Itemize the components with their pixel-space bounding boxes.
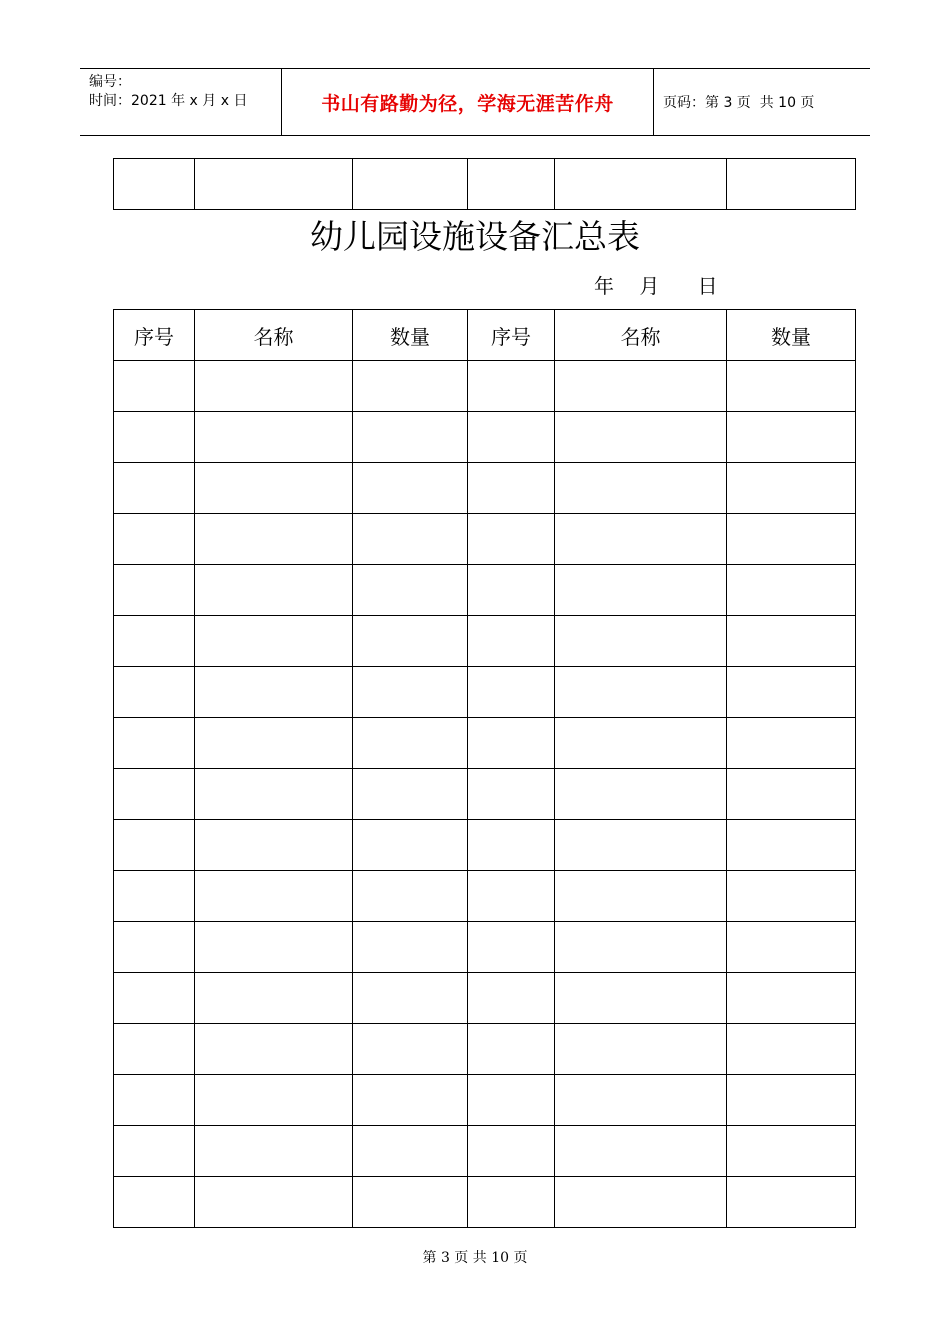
table-cell[interactable] (727, 463, 856, 514)
table-cell[interactable] (555, 871, 727, 922)
document-title: 幼儿园设施设备汇总表 (310, 217, 640, 256)
table-cell[interactable] (353, 973, 468, 1024)
table-cell[interactable] (195, 361, 353, 412)
table-cell[interactable] (468, 361, 555, 412)
table-cell[interactable] (195, 922, 353, 973)
table-cell[interactable] (727, 871, 856, 922)
equipment-summary-table (113, 309, 856, 1228)
table-cell[interactable] (114, 1075, 195, 1126)
table-cell[interactable] (468, 565, 555, 616)
table-cell[interactable] (353, 769, 468, 820)
table-cell[interactable] (468, 412, 555, 463)
table-cell[interactable] (468, 1126, 555, 1177)
page-header (80, 68, 870, 136)
table-cell[interactable] (353, 463, 468, 514)
table-cell[interactable] (195, 463, 353, 514)
table-cell[interactable] (353, 565, 468, 616)
table-cell[interactable] (195, 1177, 353, 1228)
table-cell[interactable] (114, 463, 195, 514)
table-cell[interactable] (195, 1075, 353, 1126)
header-page-code: 页码：第 3 页 共 10 页 (663, 95, 815, 111)
table-cell[interactable] (468, 973, 555, 1024)
table-cell[interactable] (353, 616, 468, 667)
table-row (114, 820, 856, 871)
table-cell[interactable] (468, 871, 555, 922)
table-cell[interactable] (555, 1024, 727, 1075)
table-row (114, 159, 856, 210)
header-left-info (89, 73, 247, 111)
table-cell[interactable] (468, 616, 555, 667)
table-cell[interactable] (727, 1177, 856, 1228)
table-cell[interactable] (114, 820, 195, 871)
header-divider-right (653, 69, 654, 135)
table-cell[interactable] (114, 159, 195, 210)
table-row (114, 463, 856, 514)
table-cell[interactable] (195, 1024, 353, 1075)
table-cell[interactable] (114, 1126, 195, 1177)
table-cell[interactable] (468, 1024, 555, 1075)
continuation-table (113, 158, 856, 210)
table-cell[interactable] (353, 361, 468, 412)
table-cell[interactable] (468, 769, 555, 820)
table-row (114, 1177, 856, 1228)
table-cell[interactable] (555, 514, 727, 565)
table-cell[interactable] (114, 412, 195, 463)
table-row (114, 718, 856, 769)
table-header-row (114, 310, 856, 361)
table-body (114, 361, 856, 1228)
table-row (114, 769, 856, 820)
table-row (114, 1126, 856, 1177)
table-cell[interactable] (114, 973, 195, 1024)
table-cell[interactable] (555, 922, 727, 973)
column-header-index-2: 序号 (468, 310, 555, 361)
table-cell[interactable] (555, 667, 727, 718)
page-footer: 第 3 页 共 10 页 (422, 1250, 528, 1266)
table-cell[interactable] (555, 1126, 727, 1177)
table-cell[interactable] (468, 1177, 555, 1228)
table-cell[interactable] (195, 871, 353, 922)
date-line: 年 月 日 (594, 274, 718, 298)
column-header-name-2: 名称 (555, 310, 727, 361)
table-cell[interactable] (114, 718, 195, 769)
table-cell[interactable] (353, 718, 468, 769)
table-cell[interactable] (353, 1177, 468, 1228)
table-cell[interactable] (114, 361, 195, 412)
serial-number-label: 编号： (89, 74, 131, 90)
column-header-name: 名称 (195, 310, 353, 361)
table-cell[interactable] (353, 159, 468, 210)
table-cell[interactable] (727, 1075, 856, 1126)
table-cell[interactable] (195, 159, 353, 210)
table-cell[interactable] (727, 361, 856, 412)
table-cell[interactable] (353, 1075, 468, 1126)
column-header-quantity-2: 数量 (727, 310, 856, 361)
table-row (114, 922, 856, 973)
table-row (114, 667, 856, 718)
table-cell[interactable] (195, 1126, 353, 1177)
table-cell[interactable] (353, 1024, 468, 1075)
table-cell[interactable] (555, 769, 727, 820)
table-cell[interactable] (195, 412, 353, 463)
table-cell[interactable] (353, 514, 468, 565)
table-cell[interactable] (727, 667, 856, 718)
table-cell[interactable] (727, 514, 856, 565)
table-cell[interactable] (468, 718, 555, 769)
table-cell[interactable] (468, 463, 555, 514)
table-cell[interactable] (353, 922, 468, 973)
table-cell[interactable] (114, 616, 195, 667)
column-header-quantity: 数量 (353, 310, 468, 361)
header-motto: 书山有路勤为径，学海无涯苦作舟 (321, 92, 614, 115)
table-cell[interactable] (114, 922, 195, 973)
table-cell[interactable] (727, 1024, 856, 1075)
table-cell[interactable] (114, 667, 195, 718)
table-row (114, 361, 856, 412)
table-cell[interactable] (353, 1126, 468, 1177)
table-cell[interactable] (555, 463, 727, 514)
table-cell[interactable] (555, 412, 727, 463)
table-cell[interactable] (555, 718, 727, 769)
table-cell[interactable] (727, 769, 856, 820)
table-cell[interactable] (555, 973, 727, 1024)
table-cell[interactable] (114, 514, 195, 565)
table-cell[interactable] (114, 769, 195, 820)
table-cell[interactable] (353, 871, 468, 922)
table-cell[interactable] (114, 1024, 195, 1075)
table-cell[interactable] (195, 718, 353, 769)
table-row (114, 871, 856, 922)
table-cell[interactable] (555, 820, 727, 871)
table-row (114, 412, 856, 463)
table-cell[interactable] (195, 565, 353, 616)
table-cell[interactable] (555, 1177, 727, 1228)
table-cell[interactable] (555, 616, 727, 667)
table-cell[interactable] (727, 973, 856, 1024)
table-cell[interactable] (468, 159, 555, 210)
table-cell[interactable] (555, 565, 727, 616)
table-cell[interactable] (727, 922, 856, 973)
table-cell[interactable] (195, 973, 353, 1024)
table-cell[interactable] (727, 718, 856, 769)
table-cell[interactable] (727, 159, 856, 210)
table-cell[interactable] (353, 412, 468, 463)
table-cell[interactable] (195, 616, 353, 667)
table-row (114, 565, 856, 616)
table-row (114, 514, 856, 565)
column-header-index: 序号 (114, 310, 195, 361)
table-cell[interactable] (353, 820, 468, 871)
table-cell[interactable] (727, 412, 856, 463)
table-row (114, 616, 856, 667)
table-cell[interactable] (727, 616, 856, 667)
table-cell[interactable] (114, 871, 195, 922)
table-cell[interactable] (195, 514, 353, 565)
table-cell[interactable] (727, 820, 856, 871)
table-cell[interactable] (468, 922, 555, 973)
table-cell[interactable] (195, 769, 353, 820)
table-row (114, 1075, 856, 1126)
table-cell[interactable] (555, 361, 727, 412)
table-cell[interactable] (195, 820, 353, 871)
table-cell[interactable] (555, 1075, 727, 1126)
table-cell[interactable] (727, 565, 856, 616)
table-row (114, 973, 856, 1024)
table-cell[interactable] (555, 159, 727, 210)
table-cell[interactable] (114, 565, 195, 616)
table-cell[interactable] (468, 1075, 555, 1126)
table-cell[interactable] (727, 1126, 856, 1177)
table-cell[interactable] (195, 667, 353, 718)
table-row (114, 1024, 856, 1075)
table-cell[interactable] (468, 514, 555, 565)
table-cell[interactable] (353, 667, 468, 718)
time-label: 时间：2021 年 x 月 x 日 (89, 93, 248, 109)
table-cell[interactable] (468, 667, 555, 718)
table-cell[interactable] (468, 820, 555, 871)
table-cell[interactable] (114, 1177, 195, 1228)
